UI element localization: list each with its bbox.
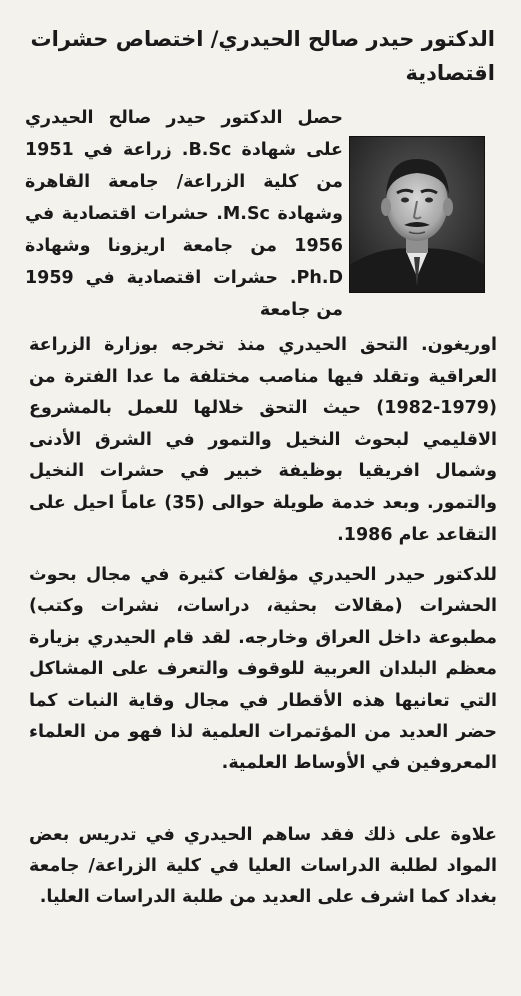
article-title: الدكتور حيدر صالح الحيدري/ اختصاص حشرات اقتصادية	[30, 27, 495, 85]
paragraph-publications: للدكتور حيدر الحيدري مؤلفات كثيرة في مجال بحوث الحشرات (مقالات بحثية، دراسات، نشرات وكتب) مطبوعة داخل العراق وخارجه. لقد قام الحيدري بزيارة معظم البلدان العربية للوقوف والتعرف على المشاكل التي تعانيها هذه الأقطار في مجال وقاية النبات كما حضر العديد من المؤتمرات العلمية لذا فهو من العلماء المعروفين في الأوساط العلمية.	[29, 565, 497, 774]
paragraph-teaching: علاوة على ذلك فقد ساهم الحيدري في تدريس بعض المواد لطلبة الدراسات العليا في كلية الزراعة/ جامعة بغداد كما اشرف على العديد من طلبة الدراسات العليا.	[29, 825, 497, 907]
portrait-photo	[349, 136, 485, 293]
paragraph-career: اوريغون. التحق الحيدري منذ تخرجه بوزارة الزراعة العراقية وتقلد فيها مناصب مختلفة ما عدا الفترة من (1979-1982) حيث التحق خلالها للعمل بالمشروع الاقليمي لبحوث النخيل والتمور في الشرق الأدنى وشمال افريقيا بوظيفة خبير في حشرات النخيل والتمور. وبعد خدمة طويلة حوالى (35) عاماً احيل على التقاعد عام 1986.	[29, 335, 497, 545]
paragraph-education: حصل الدكتور حيدر صالح الحيدري على شهادة B.Sc. زراعة في 1951 من كلية الزراعة/ جامعة القاهرة وشهادة M.Sc. حشرات اقتصادية في 1956 من جامعة اريزونا وشهادة Ph.D. حشرات اقتصادية في 1959 من جامعة	[25, 108, 343, 320]
